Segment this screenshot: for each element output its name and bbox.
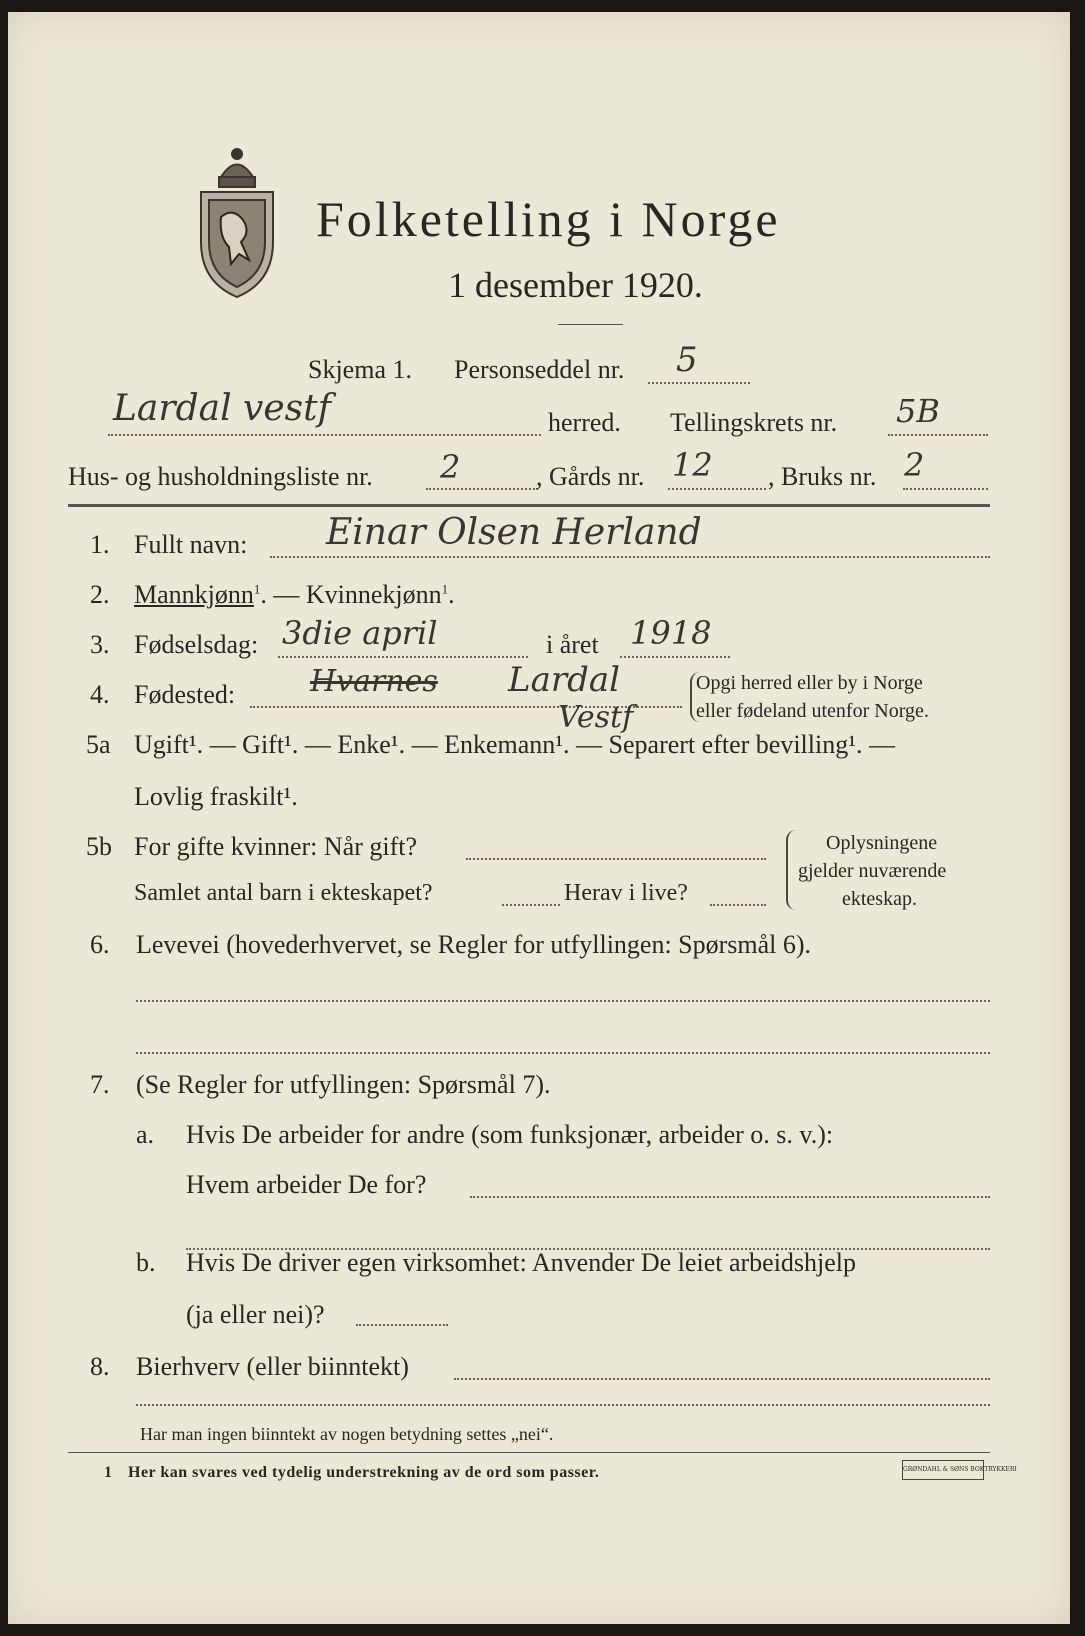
skjema-label: Skjema 1. (308, 355, 412, 384)
q6-line-2 (136, 1052, 990, 1054)
q1-value: Einar Olsen Herland (326, 512, 702, 553)
q7b-answer-label: (ja eller nei)? (186, 1300, 325, 1329)
q7a-number: a. (136, 1120, 155, 1149)
q8-line-2 (136, 1404, 990, 1406)
q6-line-1 (136, 1000, 990, 1002)
bruks-line (903, 488, 988, 490)
q2-end: . (448, 580, 455, 609)
herred-line (108, 434, 541, 436)
q3-year-line (620, 656, 730, 658)
q7b-number: b. (136, 1248, 156, 1277)
q7-text: (Se Regler for utfyllingen: Spørsmål 7). (136, 1070, 551, 1099)
q7-number: 7. (90, 1070, 110, 1099)
husliste-value: 2 (440, 448, 461, 486)
tellingskrets-line (888, 434, 988, 436)
bruks-label: , Bruks nr. (768, 462, 877, 491)
herred-value: Lardal vestf (113, 388, 331, 429)
q2-male-option[interactable]: Mannkjønn (134, 580, 254, 609)
q5b-children-label: Samlet antal barn i ekteskapet? (134, 880, 433, 906)
printer-stamp-text: GRØNDAHL & SØNS BOKTRYKKERI (903, 1466, 1017, 1473)
footer-divider (68, 1452, 990, 1453)
coat-of-arms-icon (191, 142, 283, 302)
q7a-employer-line (470, 1196, 990, 1198)
q2-separator: . — (260, 580, 306, 609)
q2-number: 2. (90, 580, 110, 609)
q5b-note-line-1: Oplysningene (826, 832, 938, 854)
q5a-number: 5a (86, 730, 111, 759)
q5b-note-brace (786, 830, 798, 910)
q4-note-line-2: eller fødeland utenfor Norge. (696, 700, 929, 722)
gards-label: , Gårds nr. (536, 462, 645, 491)
footer-note: Har man ingen biinntekt av nogen betydning settes „nei“. (140, 1424, 554, 1444)
q7a-employer-label: Hvem arbeider De for? (186, 1170, 427, 1199)
q4-value-2: Vestf (558, 700, 634, 735)
census-date: 1 desember 1920. (448, 265, 703, 305)
q5b-note-line-3: ekteskap. (842, 888, 917, 910)
q3-number: 3. (90, 630, 110, 659)
q4-note-line-1: Opgi herred eller by i Norge (696, 672, 923, 694)
personseddel-line (648, 382, 750, 384)
q3-value: 3die april (282, 614, 438, 652)
personseddel-label: Personseddel nr. (454, 355, 625, 384)
q8-number: 8. (90, 1352, 110, 1381)
q4-value: Lardal (508, 660, 621, 700)
q5a-options: Ugift¹. — Gift¹. — Enke¹. — Enkemann¹. — Separert efter bevilling¹. — (134, 730, 896, 759)
printer-stamp (902, 1460, 1017, 1480)
q5b-number: 5b (86, 832, 112, 861)
q2-male-footnote-mark: 1 (253, 581, 261, 597)
q5b-when-married-line (466, 858, 766, 860)
q5b-living-line (710, 904, 766, 906)
q1-number: 1. (90, 530, 110, 559)
personseddel-value: 5 (676, 340, 698, 380)
q6-text: Levevei (hovederhvervet, se Regler for utfyllingen: Spørsmål 6). (136, 930, 812, 959)
census-form-page (8, 12, 1070, 1624)
q3-year-label: i året (546, 630, 599, 659)
form-title: Folketelling i Norge (316, 191, 781, 247)
q3-year-value: 1918 (630, 614, 712, 652)
q5b-children-line (502, 904, 560, 906)
q4-label: Fødested: (134, 680, 236, 709)
bruks-value: 2 (904, 446, 925, 484)
gards-value: 12 (672, 446, 713, 484)
q1-label: Fullt navn: (134, 530, 248, 559)
herred-label: herred. (548, 408, 621, 437)
q5b-when-married-label: For gifte kvinner: Når gift? (134, 832, 418, 861)
q5b-living-label: Herav i live? (564, 880, 688, 906)
q8-text: Bierhverv (eller biinntekt) (136, 1352, 409, 1381)
q5a-options-2: Lovlig fraskilt¹. (134, 782, 298, 811)
q6-number: 6. (90, 930, 110, 959)
tellingskrets-value: 5B (896, 392, 940, 430)
q1-line (270, 556, 990, 558)
q7b-text: Hvis De driver egen virksomhet: Anvender De leiet arbeidshjelp (186, 1248, 857, 1277)
husliste-label: Hus- og husholdningsliste nr. (68, 462, 373, 491)
tellingskrets-label: Tellingskrets nr. (670, 408, 838, 437)
q2-female-footnote-mark: 1 (441, 581, 449, 597)
q7a-text: Hvis De arbeider for andre (som funksjonær, arbeider o. s. v.): (186, 1120, 834, 1149)
q4-struck-value: Hvarnes (310, 664, 438, 699)
footnote-text: Her kan svares ved tydelig understrekning av de ord som passer. (128, 1464, 600, 1481)
title-divider (558, 324, 623, 325)
q3-label: Fødselsdag: (134, 630, 259, 659)
q4-number: 4. (90, 680, 110, 709)
q2-options (134, 580, 455, 610)
husliste-line (426, 488, 538, 490)
q3-day-line (278, 656, 528, 658)
q7b-answer-line (356, 1324, 448, 1326)
q8-line (454, 1378, 990, 1380)
header-divider (68, 504, 990, 507)
q5b-note-line-2: gjelder nuværende (798, 860, 947, 882)
gards-line (668, 488, 766, 490)
q2-female-option[interactable]: Kvinnekjønn (305, 580, 442, 609)
footnote-number: 1 (104, 1464, 113, 1481)
